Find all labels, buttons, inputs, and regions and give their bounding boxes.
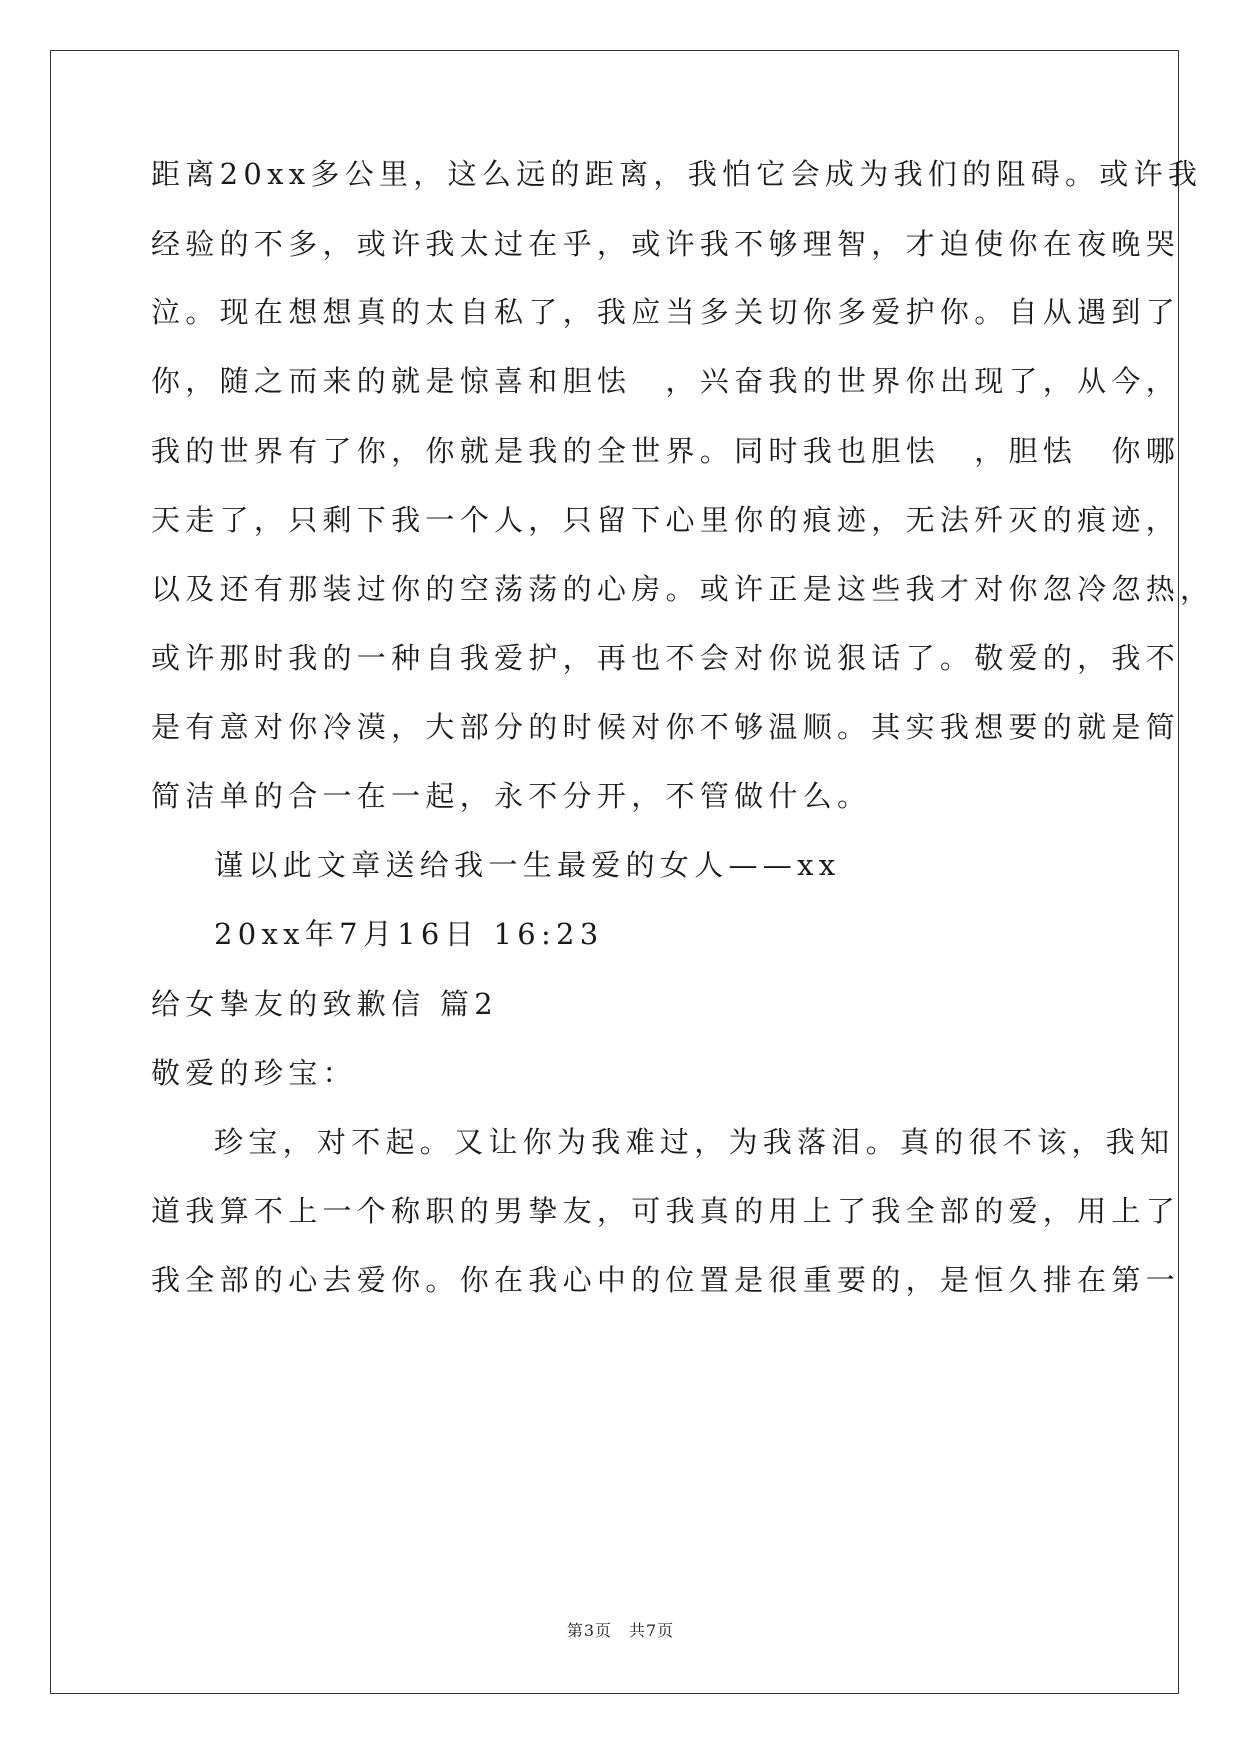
body-line-8: 或许那时我的一种自我爱护，再也不会对你说狠话了。敬爱的，我不 bbox=[151, 641, 1181, 675]
body-line-1: 距离20xx多公里，这么远的距离，我怕它会成为我们的阻碍。或许我 bbox=[151, 157, 1203, 191]
body-line-10: 简洁单的合一在一起，永不分开，不管做什么。 bbox=[151, 779, 872, 813]
body-line-7: 以及还有那装过你的空荡荡的心房。或许正是这些我才对你忽冷忽热， bbox=[151, 572, 1215, 606]
body-line-4: 你，随之而来的就是惊喜和胆怯 ，兴奋我的世界你出现了，从今， bbox=[151, 364, 1181, 398]
para2-line-3: 我全部的心去爱你。你在我心中的位置是很重要的，是恒久排在第一 bbox=[151, 1263, 1181, 1297]
para2-line-2: 道我算不上一个称职的男挚友，可我真的用上了我全部的爱，用上了 bbox=[151, 1194, 1181, 1228]
salutation: 敬爱的珍宝： bbox=[151, 1056, 357, 1090]
body-line-9: 是有意对你冷漠，大部分的时候对你不够温顺。其实我想要的就是简 bbox=[151, 710, 1181, 744]
dedication: 谨以此文章送给我一生最爱的女人——xx bbox=[214, 848, 841, 882]
para2-line-1: 珍宝，对不起。又让你为我难过，为我落泪。真的很不该，我知 bbox=[214, 1125, 1175, 1159]
body-line-2: 经验的不多，或许我太过在乎，或许我不够理智，才迫使你在夜晚哭 bbox=[151, 227, 1181, 261]
page-footer: 第3页 共7页 bbox=[566, 1621, 675, 1640]
body-line-3: 泣。现在想想真的太自私了，我应当多关切你多爱护你。自从遇到了 bbox=[151, 295, 1181, 329]
section-title: 给女挚友的致歉信 篇2 bbox=[151, 987, 498, 1021]
date-line: 20xx年7月16日 16:23 bbox=[214, 917, 604, 951]
body-line-5: 我的世界有了你，你就是我的全世界。同时我也胆怯 ，胆怯 你哪 bbox=[151, 434, 1181, 468]
body-line-6: 天走了，只剩下我一个人，只留下心里你的痕迹，无法歼灭的痕迹， bbox=[151, 503, 1181, 537]
